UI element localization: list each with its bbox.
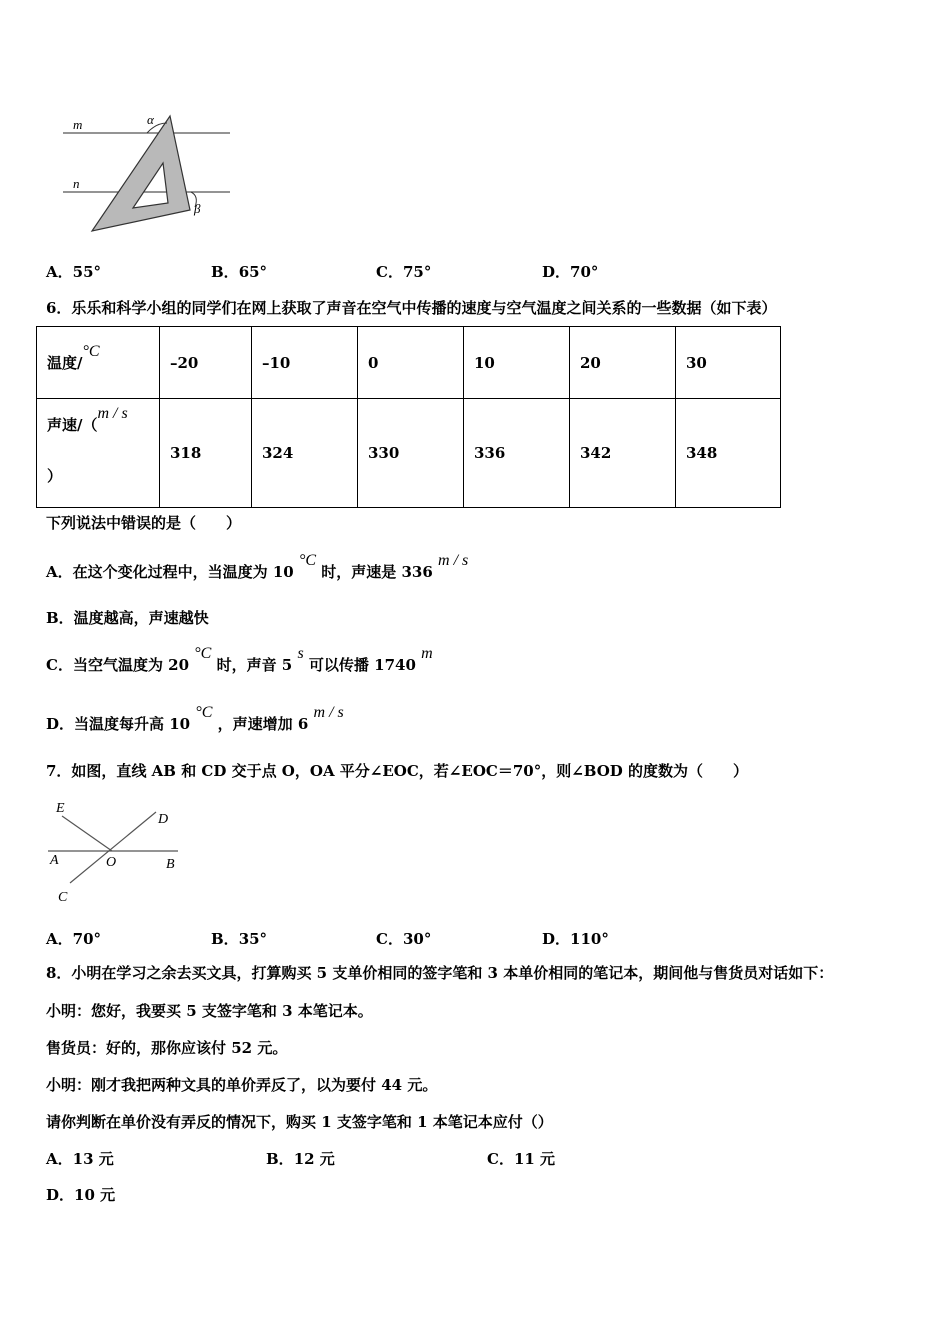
option-text: 65° bbox=[238, 263, 268, 281]
option-letter: C． bbox=[487, 1150, 514, 1168]
option-text: 11 元 bbox=[513, 1150, 556, 1168]
q7-option-d[interactable] bbox=[542, 928, 609, 949]
table-cell: 0 bbox=[358, 327, 464, 399]
option-text: 30° bbox=[402, 930, 432, 948]
option-letter: D． bbox=[542, 930, 571, 948]
q6-option-b[interactable]: B．温度越高，声速越快 bbox=[46, 609, 209, 627]
label-b: B bbox=[166, 857, 175, 872]
table-cell: 318 bbox=[160, 399, 252, 508]
q7-option-b[interactable] bbox=[211, 928, 267, 949]
line-cd bbox=[70, 812, 156, 883]
q8-option-c[interactable] bbox=[487, 1148, 555, 1169]
q8-dialogue-3: 小明：刚才我把两种文具的单价弄反了，以为要付 44 元。 bbox=[46, 1076, 438, 1094]
table-cell: 336 bbox=[464, 399, 570, 508]
table-cell: –20 bbox=[160, 327, 252, 399]
q6-option-c[interactable]: C．当空气温度为 20 °C 时，声音 5 s 可以传播 1740 m bbox=[46, 645, 433, 674]
q7-option-c[interactable] bbox=[376, 928, 431, 949]
label-d: D bbox=[158, 812, 169, 827]
label-e: E bbox=[56, 801, 65, 816]
option-letter: A． bbox=[46, 263, 73, 281]
label-n: n bbox=[73, 176, 80, 191]
ray-oe bbox=[62, 816, 112, 851]
table-cell: 324 bbox=[252, 399, 358, 508]
q8-stem: 8．小明在学习之余去买文具，打算购买 5 支单价相同的签字笔和 3 本单价相同的笔记本，期间他与售货员对话如下： bbox=[46, 964, 834, 982]
q8-dialogue-1: 小明：您好，我要买 5 支签字笔和 3 本笔记本。 bbox=[46, 1002, 373, 1020]
option-letter: A． bbox=[46, 1150, 73, 1168]
table-cell: –10 bbox=[252, 327, 358, 399]
table-cell: 330 bbox=[358, 399, 464, 508]
option-text: 55° bbox=[72, 263, 102, 281]
table-cell: 10 bbox=[464, 327, 570, 399]
triangle-parallel-lines-figure bbox=[55, 108, 240, 238]
q8-option-b[interactable] bbox=[266, 1148, 335, 1169]
q5-option-a[interactable] bbox=[46, 261, 101, 282]
label-o: O bbox=[106, 855, 117, 870]
option-text: 13 元 bbox=[72, 1150, 114, 1168]
intersecting-lines-figure bbox=[44, 798, 184, 910]
q7-option-a[interactable] bbox=[46, 928, 101, 949]
label-beta: β bbox=[194, 201, 201, 216]
option-letter: B． bbox=[266, 1150, 294, 1168]
q8-option-d[interactable] bbox=[46, 1184, 115, 1205]
label-alpha: α bbox=[147, 112, 154, 127]
q8-dialogue-2: 售货员：好的，那你应该付 52 元。 bbox=[46, 1039, 288, 1057]
q6-prompt: 下列说法中错误的是（ ） bbox=[46, 514, 242, 532]
q6-stem: 6．乐乐和科学小组的同学们在网上获取了声音在空气中传播的速度与空气温度之间关系的一些数据（如下表） bbox=[46, 299, 777, 317]
temperature-speed-table bbox=[36, 326, 781, 508]
option-text: 70° bbox=[72, 930, 102, 948]
q5-option-c[interactable] bbox=[376, 261, 431, 282]
option-letter: D． bbox=[542, 263, 571, 281]
q6-option-a[interactable]: A．在这个变化过程中，当温度为 10 °C 时，声速是 336 m / s bbox=[46, 552, 469, 581]
option-letter: B． bbox=[211, 263, 239, 281]
option-letter: C． bbox=[376, 930, 403, 948]
q8-option-a[interactable] bbox=[46, 1148, 114, 1169]
option-letter: A． bbox=[46, 930, 73, 948]
label-c: C bbox=[58, 890, 68, 905]
label-m: m bbox=[73, 117, 83, 132]
option-letter: B． bbox=[211, 930, 239, 948]
q8-question: 请你判断在单价没有弄反的情况下，购买 1 支签字笔和 1 本笔记本应付（） bbox=[46, 1113, 553, 1131]
row-header-speed: 声速/（m / s ） bbox=[37, 399, 160, 508]
q5-option-b[interactable] bbox=[211, 261, 267, 282]
option-text: 70° bbox=[570, 263, 599, 281]
option-letter: C． bbox=[376, 263, 403, 281]
option-text: 35° bbox=[238, 930, 268, 948]
table-row-temperature bbox=[37, 327, 781, 399]
table-cell: 342 bbox=[570, 399, 676, 508]
row-header-temperature: 温度/°C bbox=[37, 327, 160, 399]
table-row-speed bbox=[37, 399, 781, 508]
table-cell: 30 bbox=[676, 327, 781, 399]
q5-option-d[interactable] bbox=[542, 261, 598, 282]
table-cell: 20 bbox=[570, 327, 676, 399]
option-text: 12 元 bbox=[293, 1150, 335, 1168]
option-text: 10 元 bbox=[74, 1186, 116, 1204]
option-text: 110° bbox=[570, 930, 609, 948]
option-text: 75° bbox=[402, 263, 432, 281]
table-cell: 348 bbox=[676, 399, 781, 508]
q7-stem: 7．如图，直线 AB 和 CD 交于点 O，OA 平分∠EOC，若∠EOC＝70°，则∠BOD 的度数为（ ） bbox=[46, 762, 749, 780]
label-a: A bbox=[50, 853, 59, 868]
q6-option-d[interactable]: D．当温度每升高 10 °C ，声速增加 6 m / s bbox=[46, 704, 344, 733]
option-letter: D． bbox=[46, 1186, 75, 1204]
